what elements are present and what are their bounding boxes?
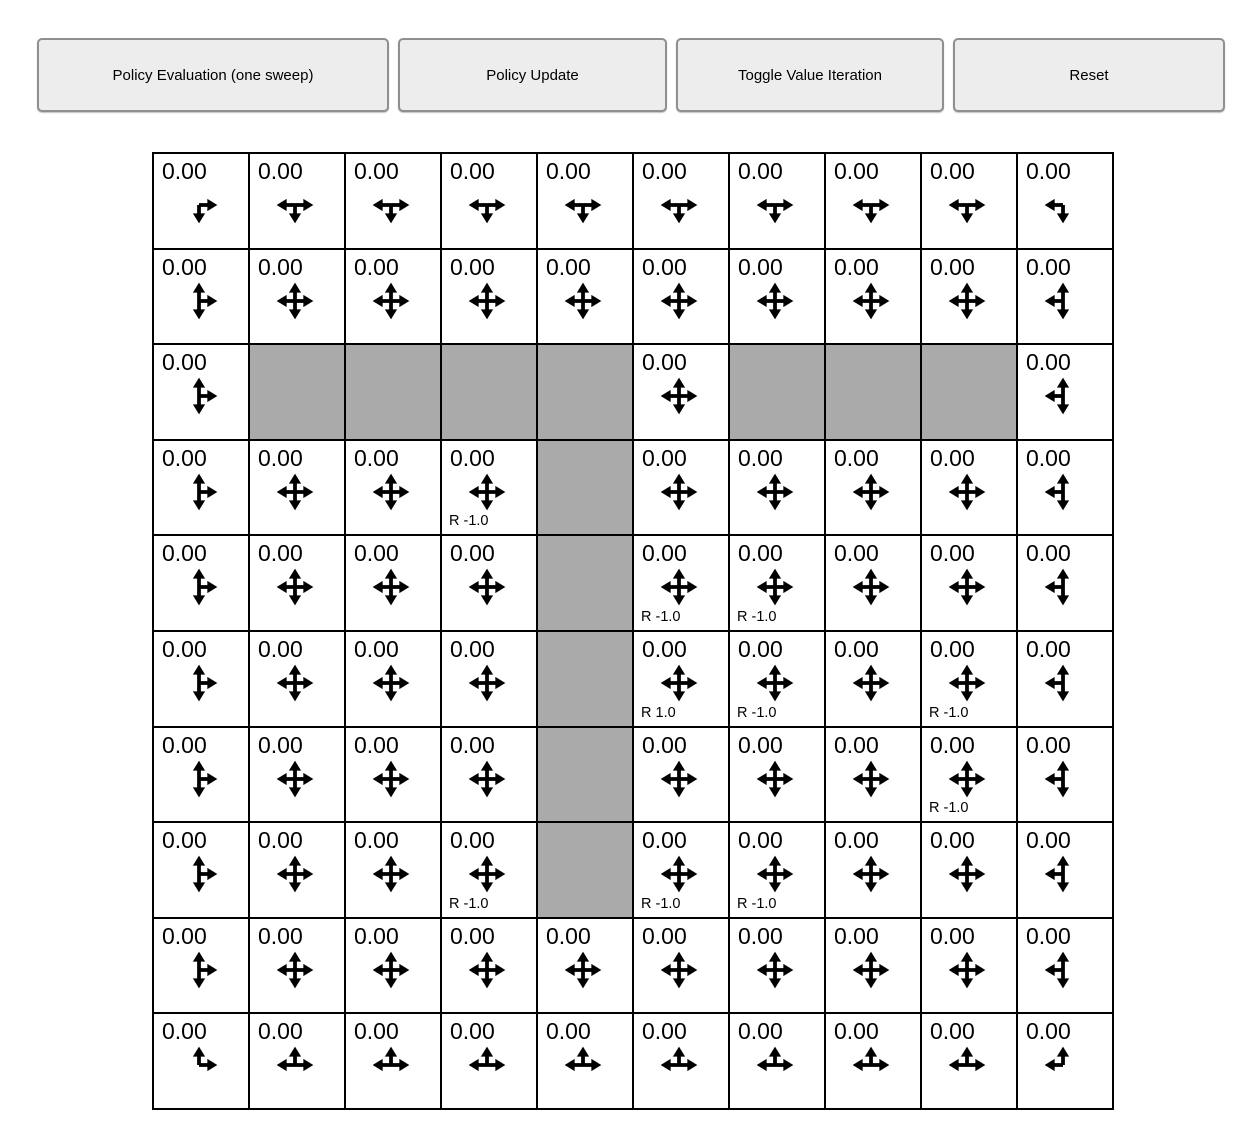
policy-arrows-icon [467,1045,507,1085]
policy-arrows-icon [1043,759,1083,799]
cell-value: 0.00 [450,827,495,854]
grid-cell[interactable] [538,154,634,250]
policy-arrows-icon [371,281,411,321]
grid-cell[interactable] [730,632,826,728]
cell-value: 0.00 [834,827,879,854]
policy-arrows-icon [851,1045,891,1085]
cell-value: 0.00 [354,922,399,949]
grid-cell-wall[interactable] [538,632,634,728]
grid-cell[interactable] [826,441,922,537]
grid-cell-wall[interactable] [730,345,826,441]
grid-cell[interactable] [730,154,826,250]
policy-arrows-icon [275,281,315,321]
cell-value: 0.00 [450,731,495,758]
cell-reward-label: R 1.0 [641,704,676,721]
cell-value: 0.00 [258,1018,303,1045]
cell-value: 0.00 [834,1018,879,1045]
grid-cell[interactable] [730,919,826,1015]
policy-arrows-icon [947,567,987,607]
cell-value: 0.00 [738,444,783,471]
grid-cell[interactable] [346,154,442,250]
cell-value: 0.00 [834,540,879,567]
cell-value: 0.00 [642,1018,687,1045]
cell-value: 0.00 [258,827,303,854]
grid-cell[interactable] [730,1014,826,1110]
grid-cell-wall[interactable] [346,345,442,441]
grid-cell[interactable] [826,919,922,1015]
grid-cell[interactable] [250,250,346,346]
cell-value: 0.00 [738,253,783,280]
policy-arrows-icon [179,376,219,416]
cell-value: 0.00 [738,635,783,662]
cell-value: 0.00 [930,1018,975,1045]
policy-arrows-icon [1043,1045,1083,1085]
policy-arrows-icon [947,950,987,990]
policy-arrows-icon [851,759,891,799]
cell-value: 0.00 [1026,253,1071,280]
cell-reward-label: R -1.0 [449,513,489,530]
cell-value: 0.00 [546,158,591,184]
grid-cell[interactable] [826,1014,922,1110]
cell-value: 0.00 [258,922,303,949]
grid-cell[interactable] [538,1014,634,1110]
toggle-value-iteration-button[interactable]: Toggle Value Iteration [676,38,944,112]
grid-cell[interactable] [634,536,730,632]
policy-arrows-icon [947,663,987,703]
grid-cell[interactable] [922,250,1018,346]
grid-cell[interactable] [250,728,346,824]
grid-cell-wall[interactable] [538,536,634,632]
policy-arrows-icon [563,185,603,225]
cell-reward-label: R -1.0 [929,704,969,721]
cell-value: 0.00 [1026,349,1071,376]
grid-cell[interactable] [1018,823,1114,919]
cell-value: 0.00 [930,827,975,854]
cell-value: 0.00 [162,444,207,471]
grid-cell[interactable] [922,536,1018,632]
cell-value: 0.00 [450,540,495,567]
cell-value: 0.00 [162,922,207,949]
policy-arrows-icon [755,759,795,799]
cell-value: 0.00 [258,635,303,662]
cell-value: 0.00 [642,158,687,184]
grid-cell[interactable] [346,250,442,346]
policy-arrows-icon [659,185,699,225]
policy-arrows-icon [563,950,603,990]
grid-cell[interactable] [442,1014,538,1110]
grid-cell-wall[interactable] [538,823,634,919]
cell-value: 0.00 [162,158,207,184]
cell-value: 0.00 [1026,827,1071,854]
cell-value: 0.00 [162,1018,207,1045]
policy-arrows-icon [755,567,795,607]
policy-arrows-icon [947,185,987,225]
cell-value: 0.00 [258,540,303,567]
grid-cell[interactable] [154,441,250,537]
policy-arrows-icon [755,1045,795,1085]
cell-value: 0.00 [354,253,399,280]
cell-reward-label: R -1.0 [737,895,777,912]
grid-cell[interactable] [826,536,922,632]
grid-cell-wall[interactable] [922,345,1018,441]
policy-arrows-icon [179,759,219,799]
cell-reward-label: R -1.0 [641,895,681,912]
policy-update-button[interactable]: Policy Update [398,38,667,112]
cell-value: 0.00 [450,1018,495,1045]
policy-arrows-icon [275,472,315,512]
grid-cell-wall[interactable] [538,441,634,537]
grid-cell[interactable] [826,250,922,346]
cell-value: 0.00 [642,253,687,280]
grid-cell-wall[interactable] [442,345,538,441]
grid-cell[interactable] [634,154,730,250]
grid-cell[interactable] [442,441,538,537]
grid-cell[interactable] [922,632,1018,728]
policy-arrows-icon [947,1045,987,1085]
policy-evaluation-button[interactable]: Policy Evaluation (one sweep) [37,38,389,112]
cell-value: 0.00 [930,444,975,471]
cell-value: 0.00 [642,444,687,471]
policy-arrows-icon [275,567,315,607]
grid-cell[interactable] [730,250,826,346]
policy-arrows-icon [467,185,507,225]
cell-value: 0.00 [930,922,975,949]
grid-cell[interactable] [634,823,730,919]
cell-value: 0.00 [834,922,879,949]
cell-value: 0.00 [162,731,207,758]
policy-arrows-icon [467,759,507,799]
policy-arrows-icon [275,1045,315,1085]
cell-value: 0.00 [450,253,495,280]
policy-arrows-icon [371,567,411,607]
cell-value: 0.00 [1026,1018,1071,1045]
grid-cell[interactable] [346,536,442,632]
policy-arrows-icon [467,281,507,321]
cell-value: 0.00 [1026,444,1071,471]
policy-arrows-icon [755,663,795,703]
cell-value: 0.00 [930,253,975,280]
policy-arrows-icon [179,663,219,703]
grid-cell[interactable] [634,250,730,346]
grid-cell[interactable] [154,1014,250,1110]
policy-arrows-icon [1043,663,1083,703]
grid-cell-wall[interactable] [250,345,346,441]
cell-value: 0.00 [258,444,303,471]
grid-cell[interactable] [250,632,346,728]
policy-arrows-icon [659,759,699,799]
cell-reward-label: R -1.0 [737,704,777,721]
cell-value: 0.00 [354,540,399,567]
grid-cell[interactable] [154,345,250,441]
cell-value: 0.00 [834,253,879,280]
policy-arrows-icon [371,1045,411,1085]
cell-value: 0.00 [1026,922,1071,949]
cell-value: 0.00 [450,158,495,184]
grid-cell[interactable] [634,632,730,728]
policy-arrows-icon [275,663,315,703]
grid-cell[interactable] [154,919,250,1015]
cell-value: 0.00 [738,540,783,567]
cell-reward-label: R -1.0 [737,608,777,625]
policy-arrows-icon [467,854,507,894]
grid-cell[interactable] [730,823,826,919]
grid-cell[interactable] [442,823,538,919]
grid-cell[interactable] [538,919,634,1015]
policy-arrows-icon [467,472,507,512]
cell-value: 0.00 [738,922,783,949]
cell-reward-label: R -1.0 [449,895,489,912]
cell-value: 0.00 [258,731,303,758]
policy-arrows-icon [179,185,219,225]
cell-value: 0.00 [354,731,399,758]
policy-arrows-icon [947,281,987,321]
cell-value: 0.00 [162,635,207,662]
cell-value: 0.00 [930,540,975,567]
grid-cell[interactable] [730,728,826,824]
grid-cell[interactable] [826,632,922,728]
toolbar [37,38,1225,112]
cell-value: 0.00 [738,731,783,758]
policy-arrows-icon [179,950,219,990]
grid-cell[interactable] [250,823,346,919]
grid-cell[interactable] [250,536,346,632]
grid-cell[interactable] [1018,441,1114,537]
cell-value: 0.00 [354,635,399,662]
cell-value: 0.00 [930,731,975,758]
cell-value: 0.00 [546,253,591,280]
cell-value: 0.00 [162,253,207,280]
cell-value: 0.00 [354,827,399,854]
cell-value: 0.00 [738,827,783,854]
cell-value: 0.00 [1026,158,1071,184]
grid-cell[interactable] [250,441,346,537]
grid-cell[interactable] [346,919,442,1015]
cell-value: 0.00 [354,444,399,471]
policy-arrows-icon [659,854,699,894]
grid-cell[interactable] [346,441,442,537]
cell-value: 0.00 [738,1018,783,1045]
policy-arrows-icon [179,281,219,321]
grid-cell[interactable] [922,1014,1018,1110]
policy-arrows-icon [659,281,699,321]
grid-cell[interactable] [250,154,346,250]
policy-arrows-icon [659,1045,699,1085]
grid-cell[interactable] [922,823,1018,919]
grid-cell[interactable] [442,154,538,250]
grid-cell[interactable] [826,728,922,824]
grid-cell[interactable] [1018,250,1114,346]
cell-value: 0.00 [258,158,303,184]
grid-cell[interactable] [250,1014,346,1110]
cell-value: 0.00 [450,444,495,471]
policy-arrows-icon [1043,950,1083,990]
grid-cell[interactable] [922,154,1018,250]
policy-arrows-icon [851,663,891,703]
policy-arrows-icon [755,281,795,321]
grid-cell[interactable] [1018,536,1114,632]
grid-cell[interactable] [1018,345,1114,441]
policy-arrows-icon [755,185,795,225]
policy-arrows-icon [371,472,411,512]
grid-cell[interactable] [634,345,730,441]
policy-arrows-icon [275,950,315,990]
policy-arrows-icon [371,950,411,990]
policy-arrows-icon [659,950,699,990]
grid-cell[interactable] [922,728,1018,824]
policy-arrows-icon [179,567,219,607]
grid-cell[interactable] [826,823,922,919]
policy-arrows-icon [755,854,795,894]
cell-value: 0.00 [642,922,687,949]
policy-arrows-icon [851,950,891,990]
gridworld [152,152,1114,1110]
policy-arrows-icon [851,281,891,321]
policy-arrows-icon [275,185,315,225]
grid-cell[interactable] [634,441,730,537]
policy-arrows-icon [371,185,411,225]
policy-arrows-icon [851,472,891,512]
cell-value: 0.00 [834,731,879,758]
grid-cell[interactable] [1018,154,1114,250]
policy-arrows-icon [179,854,219,894]
grid-cell[interactable] [154,632,250,728]
cell-value: 0.00 [354,1018,399,1045]
policy-arrows-icon [467,950,507,990]
grid-cell[interactable] [346,823,442,919]
policy-arrows-icon [851,185,891,225]
cell-reward-label: R -1.0 [929,800,969,817]
grid-cell[interactable] [1018,1014,1114,1110]
grid-cell[interactable] [922,441,1018,537]
cell-value: 0.00 [642,635,687,662]
cell-value: 0.00 [450,922,495,949]
policy-arrows-icon [659,472,699,512]
grid-cell[interactable] [826,154,922,250]
cell-value: 0.00 [354,158,399,184]
grid-cell-wall[interactable] [538,345,634,441]
cell-value: 0.00 [162,827,207,854]
grid-cell[interactable] [442,632,538,728]
grid-cell[interactable] [154,536,250,632]
policy-arrows-icon [947,759,987,799]
cell-value: 0.00 [930,158,975,184]
policy-arrows-icon [563,1045,603,1085]
policy-arrows-icon [659,376,699,416]
cell-value: 0.00 [1026,731,1071,758]
policy-arrows-icon [371,663,411,703]
policy-arrows-icon [467,663,507,703]
grid-cell[interactable] [1018,919,1114,1015]
grid-cell[interactable] [634,1014,730,1110]
cell-value: 0.00 [642,540,687,567]
policy-arrows-icon [563,281,603,321]
policy-arrows-icon [851,567,891,607]
policy-arrows-icon [371,854,411,894]
policy-arrows-icon [1043,185,1083,225]
grid-cell[interactable] [154,823,250,919]
grid-cell[interactable] [634,919,730,1015]
policy-arrows-icon [1043,376,1083,416]
grid-cell[interactable] [442,728,538,824]
grid-cell-wall[interactable] [826,345,922,441]
policy-arrows-icon [275,854,315,894]
policy-arrows-icon [179,472,219,512]
policy-arrows-icon [1043,854,1083,894]
grid-cell[interactable] [730,536,826,632]
grid-cell[interactable] [442,919,538,1015]
grid-cell[interactable] [634,728,730,824]
reset-button[interactable]: Reset [953,38,1225,112]
policy-arrows-icon [179,1045,219,1085]
policy-arrows-icon [947,472,987,512]
cell-value: 0.00 [738,158,783,184]
policy-arrows-icon [275,759,315,799]
grid-cell[interactable] [922,919,1018,1015]
grid-cell[interactable] [730,441,826,537]
policy-arrows-icon [371,759,411,799]
grid-cell[interactable] [250,919,346,1015]
grid-cell[interactable] [154,250,250,346]
cell-value: 0.00 [642,731,687,758]
cell-value: 0.00 [546,922,591,949]
grid-cell[interactable] [154,728,250,824]
policy-arrows-icon [467,567,507,607]
grid-cell[interactable] [346,632,442,728]
cell-value: 0.00 [834,635,879,662]
cell-value: 0.00 [258,253,303,280]
cell-value: 0.00 [1026,540,1071,567]
cell-value: 0.00 [1026,635,1071,662]
grid-cell[interactable] [538,250,634,346]
policy-arrows-icon [1043,281,1083,321]
grid-cell[interactable] [346,1014,442,1110]
grid-cell[interactable] [154,154,250,250]
policy-arrows-icon [659,663,699,703]
cell-value: 0.00 [450,635,495,662]
grid-cell-wall[interactable] [538,728,634,824]
policy-arrows-icon [1043,472,1083,512]
policy-arrows-icon [1043,567,1083,607]
grid-cell[interactable] [442,250,538,346]
policy-arrows-icon [659,567,699,607]
grid-cell[interactable] [442,536,538,632]
policy-arrows-icon [755,472,795,512]
cell-reward-label: R -1.0 [641,608,681,625]
policy-arrows-icon [755,950,795,990]
cell-value: 0.00 [162,349,207,376]
cell-value: 0.00 [162,540,207,567]
cell-value: 0.00 [930,635,975,662]
cell-value: 0.00 [834,158,879,184]
grid-cell[interactable] [1018,728,1114,824]
cell-value: 0.00 [834,444,879,471]
cell-value: 0.00 [642,349,687,376]
grid-cell[interactable] [1018,632,1114,728]
policy-arrows-icon [851,854,891,894]
cell-value: 0.00 [642,827,687,854]
cell-value: 0.00 [546,1018,591,1045]
policy-arrows-icon [947,854,987,894]
grid-cell[interactable] [346,728,442,824]
